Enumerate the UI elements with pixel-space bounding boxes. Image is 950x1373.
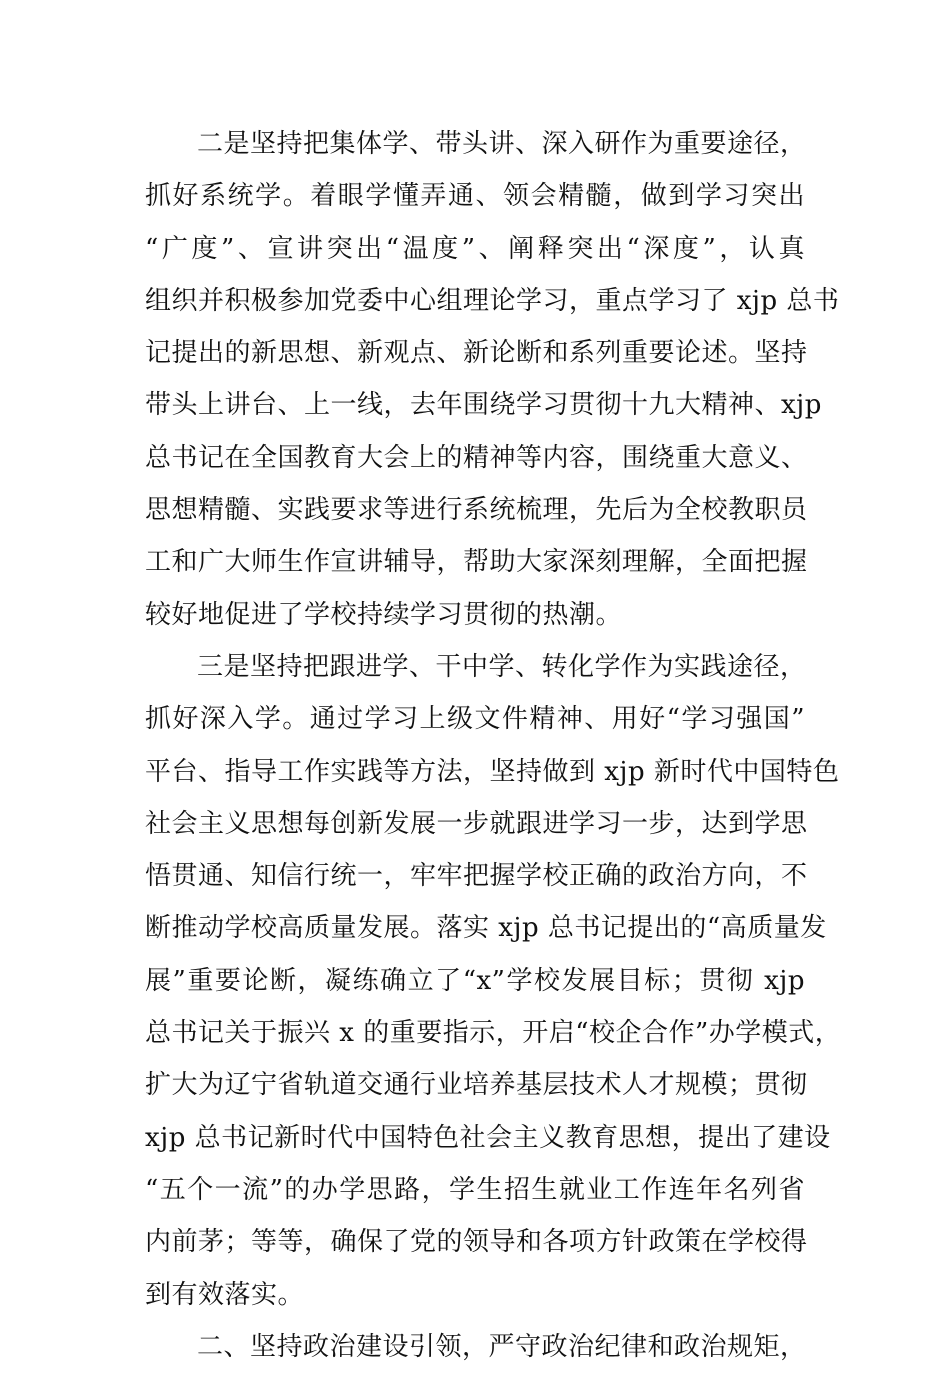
text-line: 内前茅；等等，确保了党的领导和各项方针政策在学校得	[145, 1227, 808, 1258]
paragraph-third-point	[145, 641, 842, 1321]
text-line: 三是坚持把跟进学、干中学、转化学作为实践途径，	[197, 651, 807, 682]
text-line: xjp 总书记新时代中国特色社会主义教育思想，提出了建设	[145, 1122, 831, 1153]
text-line: 二是坚持把集体学、带头讲、深入研作为重要途径，	[197, 129, 807, 159]
paragraph-second-point	[145, 118, 840, 641]
text-line: “五个一流”的办学思路，学生招生就业工作连年名列省	[145, 1174, 805, 1205]
text-line: “广度”、宣讲突出“温度”、阐释突出“深度”，认真	[145, 233, 805, 264]
text-line: 抓好系统学。着眼学懂弄通、领会精髓，做到学习突出	[145, 181, 805, 212]
text-line: 记提出的新思想、新观点、新论断和系列重要论述。坚持	[145, 338, 808, 369]
text-line: 扩大为辽宁省轨道交通行业培养基层技术人才规模；贯彻	[145, 1070, 808, 1101]
text-line: 断推动学校高质量发展。落实 xjp 总书记提出的“高质量发	[145, 913, 827, 944]
text-line: 平台、指导工作实践等方法，坚持做到 xjp 新时代中国特色	[145, 756, 840, 787]
text-line: 抓好深入学。通过学习上级文件精神、用好“学习强国”	[145, 704, 805, 735]
text-line: 展”重要论断，凝练确立了“x”学校发展目标；贯彻 xjp	[145, 965, 805, 996]
document-body	[145, 118, 842, 1373]
section-heading-political-construction	[145, 1321, 805, 1373]
text-line: 较好地促进了学校持续学习贯彻的热潮。	[145, 599, 623, 630]
text-line: 二、坚持政治建设引领，严守政治纪律和政治规矩，	[197, 1331, 807, 1362]
text-line: 总书记关于振兴 x 的重要指示，开启“校企合作”办学模式，	[145, 1018, 842, 1049]
text-line: 思想精髓、实践要求等进行系统梳理，先后为全校教职员	[145, 495, 808, 526]
text-line: 工和广大师生作宣讲辅导，帮助大家深刻理解，全面把握	[145, 547, 808, 578]
text-line: 社会主义思想每创新发展一步就跟进学习一步，达到学思	[145, 808, 808, 839]
text-line: 到有效落实。	[145, 1279, 305, 1310]
text-line: 带头上讲台、上一线，去年围绕学习贯彻十九大精神、xjp	[145, 390, 822, 421]
text-line: 组织并积极参加党委中心组理论学习，重点学习了 xjp 总书	[145, 285, 840, 316]
text-line: 悟贯通、知信行统一，牢牢把握学校正确的政治方向，不	[145, 861, 808, 892]
text-line: 总书记在全国教育大会上的精神等内容，围绕重大意义、	[145, 442, 808, 473]
